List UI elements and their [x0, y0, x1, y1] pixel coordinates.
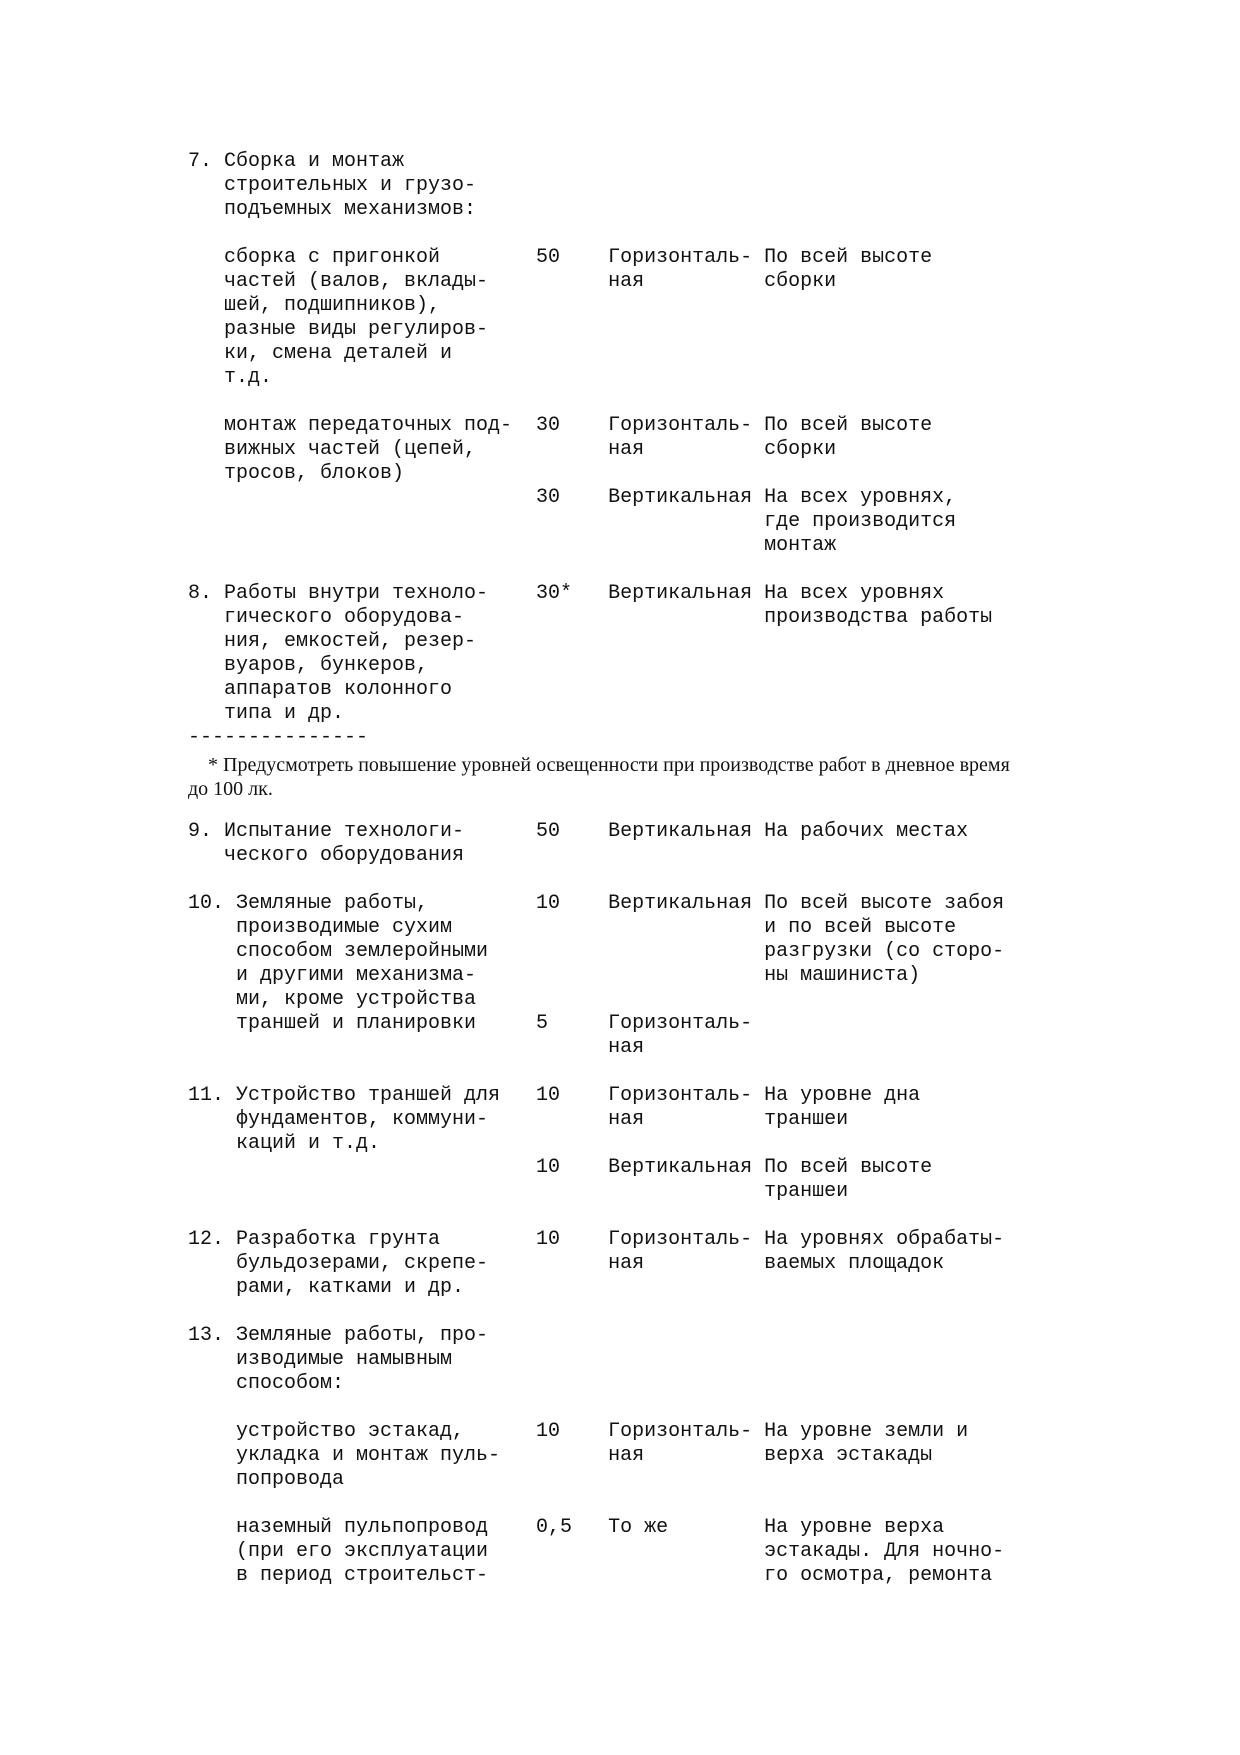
footnote-line-2: до 100 лк.	[188, 778, 273, 800]
table-block-items-7-8: 7. Сборка и монтаж строительных и грузо- подъемных механизмов: сборка с пригонкой 50 Горизонталь- По всей высоте частей (валов, вклады- ная сборки шей, подшипников), разные виды регулиров- ки, смена деталей и т.д. монтаж передаточных под- 30 Горизонталь- По всей высоте вижных частей (цепей, ная сборки тросов, блоков) 30 Вертикальная На всех уровнях, где производится монтаж 8. Работы внутри техноло- 30* Вертикальная На всех уровнях гического оборудова- производства работы ния, емкостей, резер- вуаров, бункеров, аппаратов колонного типа и др. ---------------	[188, 150, 993, 749]
table-block-items-9-13: 9. Испытание технологи- 50 Вертикальная На рабочих местах ческого оборудования 10. Земляные работы, 10 Вертикальная По всей высоте забоя производимые сухим и по всей высоте способом землеройными разгрузки (со сторо- и другими механизма- ны машиниста) ми, кроме устройства траншей и планировки 5 Горизонталь- ная 11. Устройство траншей для 10 Горизонталь- На уровне дна фундаментов, коммуни- ная траншеи каций и т.д. 10 Вертикальная По всей высоте траншеи 12. Разработка грунта 10 Горизонталь- На уровнях обрабаты- бульдозерами, скрепе- ная ваемых площадок рами, катками и др. 13. Земляные работы, про- изводимые намывным способом: устройство эстакад, 10 Горизонталь- На уровне земли и укладка и монтаж пуль- ная верха эстакады попровода наземный пульпопровод 0,5 То же На уровне верха (при его эксплуатации эстакады. Для ночно- в период строительст- го осмотра, ремонта	[188, 820, 1005, 1587]
footnote-line-1: * Предусмотреть повышение уровней освещенности при производстве работ в дневное время	[188, 754, 1010, 776]
